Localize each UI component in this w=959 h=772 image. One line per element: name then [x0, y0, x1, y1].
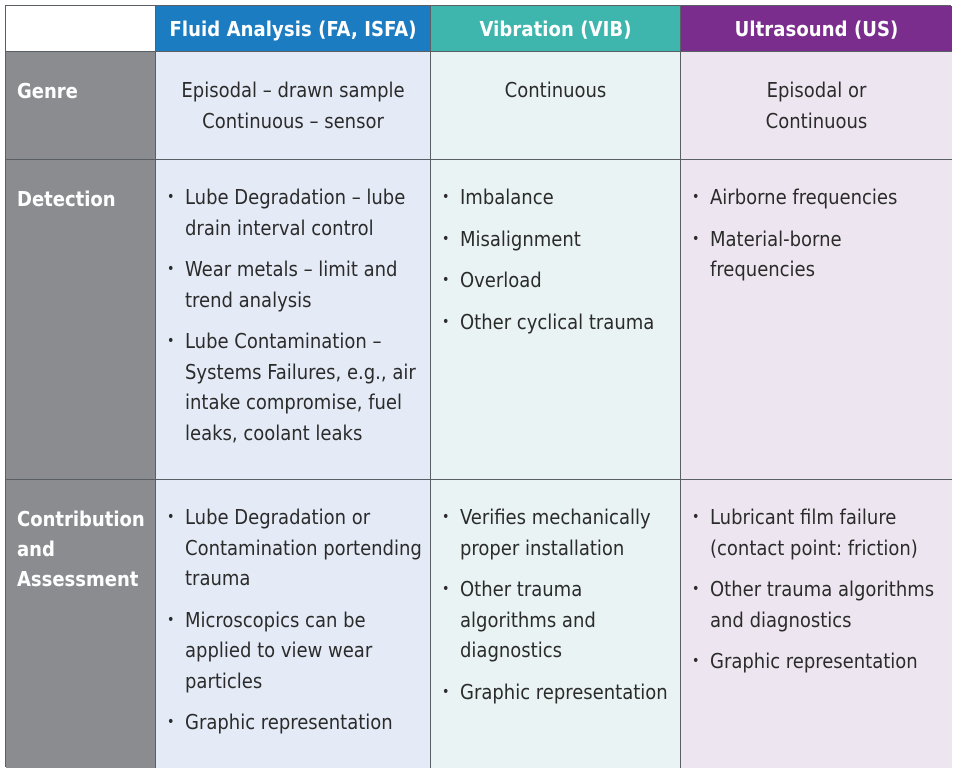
list-item: • Imbalance	[442, 182, 680, 213]
list-item: • Misalignment	[442, 224, 680, 255]
list-item: • Other trauma algorithms and diagnostics	[442, 574, 680, 666]
genre-vib-line: Continuous	[504, 78, 607, 102]
row-label-genre: Genre	[6, 52, 156, 160]
detection-us-list	[681, 160, 952, 285]
list-item: • Graphic representation	[442, 677, 680, 708]
list-item: • Other cyclical trauma	[442, 307, 680, 338]
contribution-us-list	[681, 480, 952, 677]
list-item: • Airborne frequencies	[692, 182, 952, 213]
genre-us-line: Episodal or	[766, 78, 867, 102]
detection-fa-cell	[156, 160, 431, 480]
header-fluid-analysis: Fluid Analysis (FA, ISFA)	[156, 6, 431, 52]
list-item: • Lube Degradation or Contamination portending trauma	[167, 502, 430, 594]
detection-us-cell	[681, 160, 952, 480]
contribution-vib-list	[431, 480, 680, 707]
header-vibration: Vibration (VIB)	[431, 6, 681, 52]
comparison-table	[5, 5, 951, 767]
row-label-line: and	[17, 537, 55, 561]
list-item: • Microscopics can be applied to view wear particles	[167, 605, 430, 697]
list-item: • Other trauma algorithms and diagnostics	[692, 574, 952, 635]
list-item: • Graphic representation	[167, 707, 430, 738]
row-label-contribution	[6, 480, 156, 768]
contribution-fa-cell	[156, 480, 431, 768]
list-item: • Lubricant film failure (contact point: friction)	[692, 502, 952, 563]
list-item: • Material-borne frequencies	[692, 224, 952, 285]
table-corner	[6, 6, 156, 52]
genre-fa-line: Episodal – drawn sample	[181, 78, 405, 102]
genre-fa-line: Continuous – sensor	[202, 109, 384, 133]
contribution-us-cell	[681, 480, 952, 768]
genre-fa-cell	[156, 52, 431, 160]
row-label-line: Contribution	[17, 507, 145, 531]
list-item: • Verifies mechanically proper installation	[442, 502, 680, 563]
list-item: • Graphic representation	[692, 646, 952, 677]
genre-vib-cell	[431, 52, 681, 160]
list-item: • Wear metals – limit and trend analysis	[167, 254, 430, 315]
header-ultrasound: Ultrasound (US)	[681, 6, 952, 52]
detection-vib-list	[431, 160, 680, 337]
row-label-line: Assessment	[17, 567, 139, 591]
list-item: • Overload	[442, 265, 680, 296]
list-item: • Lube Contamination – Systems Failures, e.g., air intake compromise, fuel leaks, coolant leaks	[167, 326, 430, 448]
detection-vib-cell	[431, 160, 681, 480]
list-item: • Lube Degradation – lube drain interval control	[167, 182, 430, 243]
contribution-vib-cell	[431, 480, 681, 768]
contribution-fa-list	[156, 480, 430, 738]
genre-us-line: Continuous	[765, 109, 868, 133]
genre-us-cell	[681, 52, 952, 160]
detection-fa-list	[156, 160, 430, 448]
row-label-detection: Detection	[6, 160, 156, 480]
